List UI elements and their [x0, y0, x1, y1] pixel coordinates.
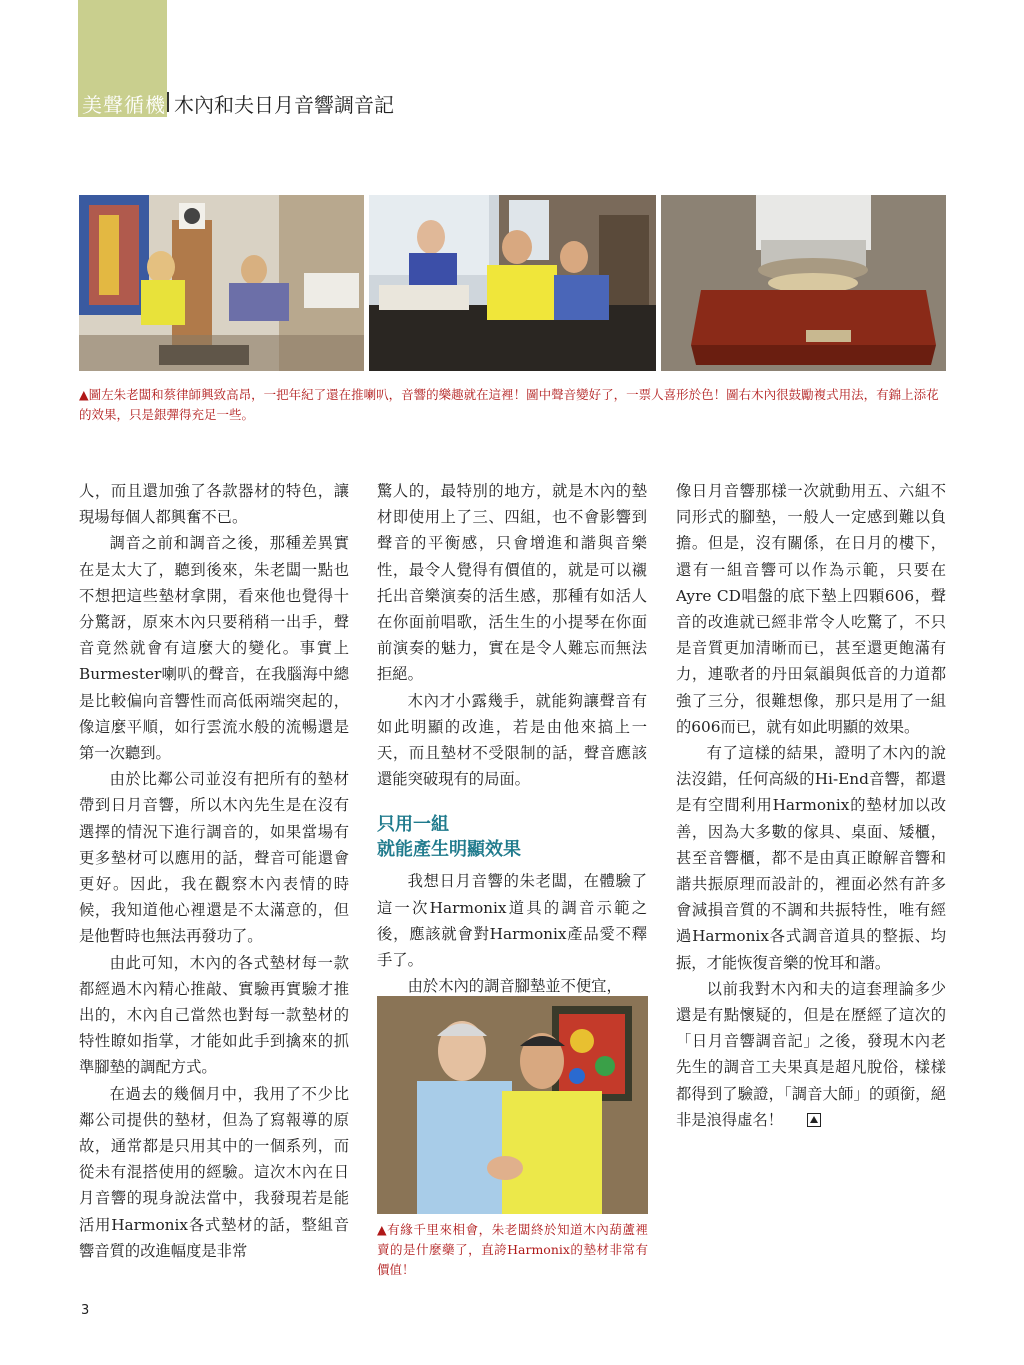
subheading — [377, 812, 647, 862]
paragraph: 像日月音響那樣一次就動用五、六組不同形式的腳墊，一般人一定感到難以負擔。但是，沒有關係，在日月的樓下，還有一組音響可以作為示範，只要在Ayre CD唱盤的底下墊上四顆606，聲音的改進就已經非常令人吃驚了，不只是音質更加清晰而已，甚至還更飽滿有力，連歌者的丹田氣韻與低音的力道都強了三分，很難想像，那只是用了一組的606而已，就有如此明顯的效果。 — [676, 482, 946, 736]
paragraph: 由此可知，木內的各式墊材每一款都經過木內精心推敲、實驗再實驗才推出的，木內自己當然也對每一款墊材的特性瞭如指掌，才能如此手到擒來的抓準腳墊的調配方式。 — [79, 953, 349, 1077]
paragraph: 驚人的，最特別的地方，就是木內的墊材即使用上了三、四組，也不會影響到聲音的平衡感，只會增進和諧與音樂性，最令人覺得有價值的，就是可以襯托出音樂演奏的活生感，那種有如活人在你面前唱歌，活生生的小提琴在你面前演奏的魅力，實在是令人難忘而無法拒絕。 — [377, 482, 647, 684]
paragraph: 我想日月音響的朱老闆，在體驗了這一次Harmonix道具的調音示範之後，應該就會對Harmonix產品愛不釋手了。 — [377, 872, 647, 970]
text-column-3 — [676, 478, 946, 1133]
paragraph: 由於木內的調音腳墊並不便宜， — [407, 977, 622, 996]
paragraph-text: 以前我對木內和夫的這套理論多少還是有點懷疑的，但是在歷經了這次的「日月音響調音記」之後，發現木內老先生的調音工夫果真是超凡脫俗，樣樣都得到了驗證，「調音大師」的頭銜，絕非是浪得虛名！ — [676, 979, 946, 1129]
subheading-line-1: 只用一組 — [377, 814, 449, 836]
text-column-2 — [377, 478, 647, 999]
photo-speaker-adjusting — [79, 195, 364, 371]
top-photo-caption: ▲圖左朱老闆和蔡律師興致高昂，一把年紀了還在推喇叭，音響的樂趣就在這裡！圖中聲音變好了，一票人喜形於色！圖右木內很鼓勵複式用法，有錦上添花的效果，只是銀彈得充足一些。 — [79, 387, 939, 422]
page-number: 3 — [81, 1303, 90, 1318]
paragraph: 人，而且還加強了各款器材的特色，讓現場每個人都興奮不已。 — [79, 482, 349, 527]
section-label: 美聲循機 — [82, 93, 166, 117]
paragraph — [676, 976, 946, 1133]
end-of-article-icon — [807, 1113, 821, 1127]
inline-photo-caption: ▲有緣千里來相會，朱老闆終於知道木內葫蘆裡賣的是什麼藥了，直誇Harmonix的墊材非常有價值！ — [377, 1222, 648, 1277]
photo-speaker-foot — [661, 195, 946, 371]
photo-handshake — [377, 996, 648, 1214]
paragraph: 有了這樣的結果，證明了木內的說法沒錯，任何高級的Hi-End音響，都還是有空間利用Harmonix的墊材加以改善，因為大多數的傢具、桌面、矮櫃，甚至音響櫃，都不是由真正瞭解音響和諧共振原理而設計的，裡面必然有許多會減損音質的不調和共振特性，唯有經過Harmonix各式調音道具的整振、均振，才能恢復音樂的悅耳和諧。 — [676, 744, 946, 972]
article-title: 木內和夫日月音響調音記 — [174, 93, 394, 117]
paragraph: 由於比鄰公司並沒有把所有的墊材帶到日月音響，所以木內先生是在沒有選擇的情況下進行調音的，如果當場有更多墊材可以應用的話，聲音可能還會更好。因此，我在觀察木內表情的時候，我知道他心裡還是不太滿意的，但是他暫時也無法再發功了。 — [79, 770, 349, 946]
photo-listening-sofa — [369, 195, 656, 371]
subheading-line-2: 就能產生明顯效果 — [377, 839, 521, 861]
header-divider — [167, 92, 169, 112]
paragraph: 木內才小露幾手，就能夠讓聲音有如此明顯的改進，若是由他來搞上一天，而且墊材不受限制的話，聲音應該還能突破現有的局面。 — [377, 691, 647, 789]
paragraph: 在過去的幾個月中，我用了不少比鄰公司提供的墊材，但為了寫報導的原故，通常都是只用其中的一個系列，而從未有混搭使用的經驗。這次木內在日月音響的現身說法當中，我發現若是能活用Harmonix各式墊材的話，整組音響音質的改進幅度是非常 — [79, 1084, 349, 1260]
text-column-1 — [79, 478, 349, 1264]
paragraph: 調音之前和調音之後，那種差異實在是太大了，聽到後來，朱老闆一點也不想把這些墊材拿開，看來他也覺得十分驚訝，原來木內只要稍稍一出手，聲音竟然就會有這麼大的變化。事實上Burmester喇叭的聲音，在我腦海中總是比較偏向音響性而高低兩端突起的，像這麼平順，如行雲流水般的流暢還是第一次聽到。 — [79, 534, 349, 763]
